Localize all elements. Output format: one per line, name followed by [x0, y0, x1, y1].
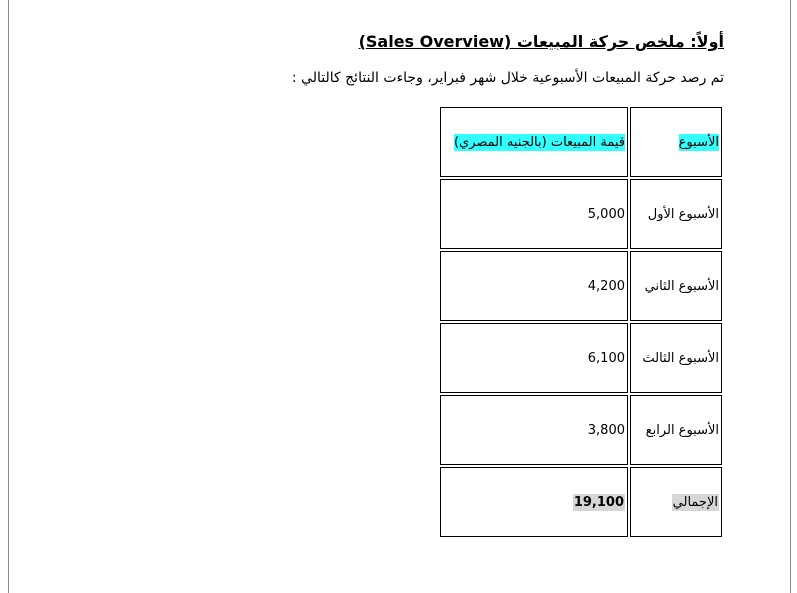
sales-value: 6,100: [587, 350, 625, 366]
intro-paragraph: تم رصد حركة المبيعات الأسبوعية خلال شهر فبراير، وجاءت النتائج كالتالي :: [291, 70, 724, 86]
value-cell[interactable]: [440, 251, 628, 321]
value-cell[interactable]: [440, 323, 628, 393]
table-row: [440, 251, 722, 321]
week-cell[interactable]: [630, 395, 722, 465]
week-label: الأسبوع الرابع: [645, 422, 719, 438]
page-left-edge: [8, 0, 9, 593]
total-label: الإجمالي: [672, 494, 718, 510]
table-row: [440, 395, 722, 465]
table-row: [440, 323, 722, 393]
sales-table: [438, 105, 724, 539]
value-cell[interactable]: [440, 179, 628, 249]
page-right-edge: [790, 0, 791, 593]
table-header-row: [440, 107, 722, 177]
header-cell-week[interactable]: [630, 107, 722, 177]
week-label: الأسبوع الأول: [647, 206, 719, 222]
week-label: الأسبوع الثاني: [644, 278, 719, 294]
table-total-row: [440, 467, 722, 537]
total-value-cell[interactable]: [440, 467, 628, 537]
sales-value: 4,200: [587, 278, 625, 294]
week-cell[interactable]: [630, 179, 722, 249]
sales-value: 3,800: [587, 422, 625, 438]
header-value-label: قيمة المبيعات (بالجنيه المصري): [453, 134, 625, 150]
header-week-label: الأسبوع: [678, 134, 719, 150]
section-heading: أولاً: ملخص حركة المبيعات (Sales Overview): [358, 32, 724, 51]
header-cell-value[interactable]: [440, 107, 628, 177]
table-row: [440, 179, 722, 249]
total-value: 19,100: [573, 494, 624, 510]
total-label-cell[interactable]: [630, 467, 722, 537]
value-cell[interactable]: [440, 395, 628, 465]
sales-value: 5,000: [587, 206, 625, 222]
week-label: الأسبوع الثالث: [642, 350, 719, 366]
week-cell[interactable]: [630, 251, 722, 321]
week-cell[interactable]: [630, 323, 722, 393]
